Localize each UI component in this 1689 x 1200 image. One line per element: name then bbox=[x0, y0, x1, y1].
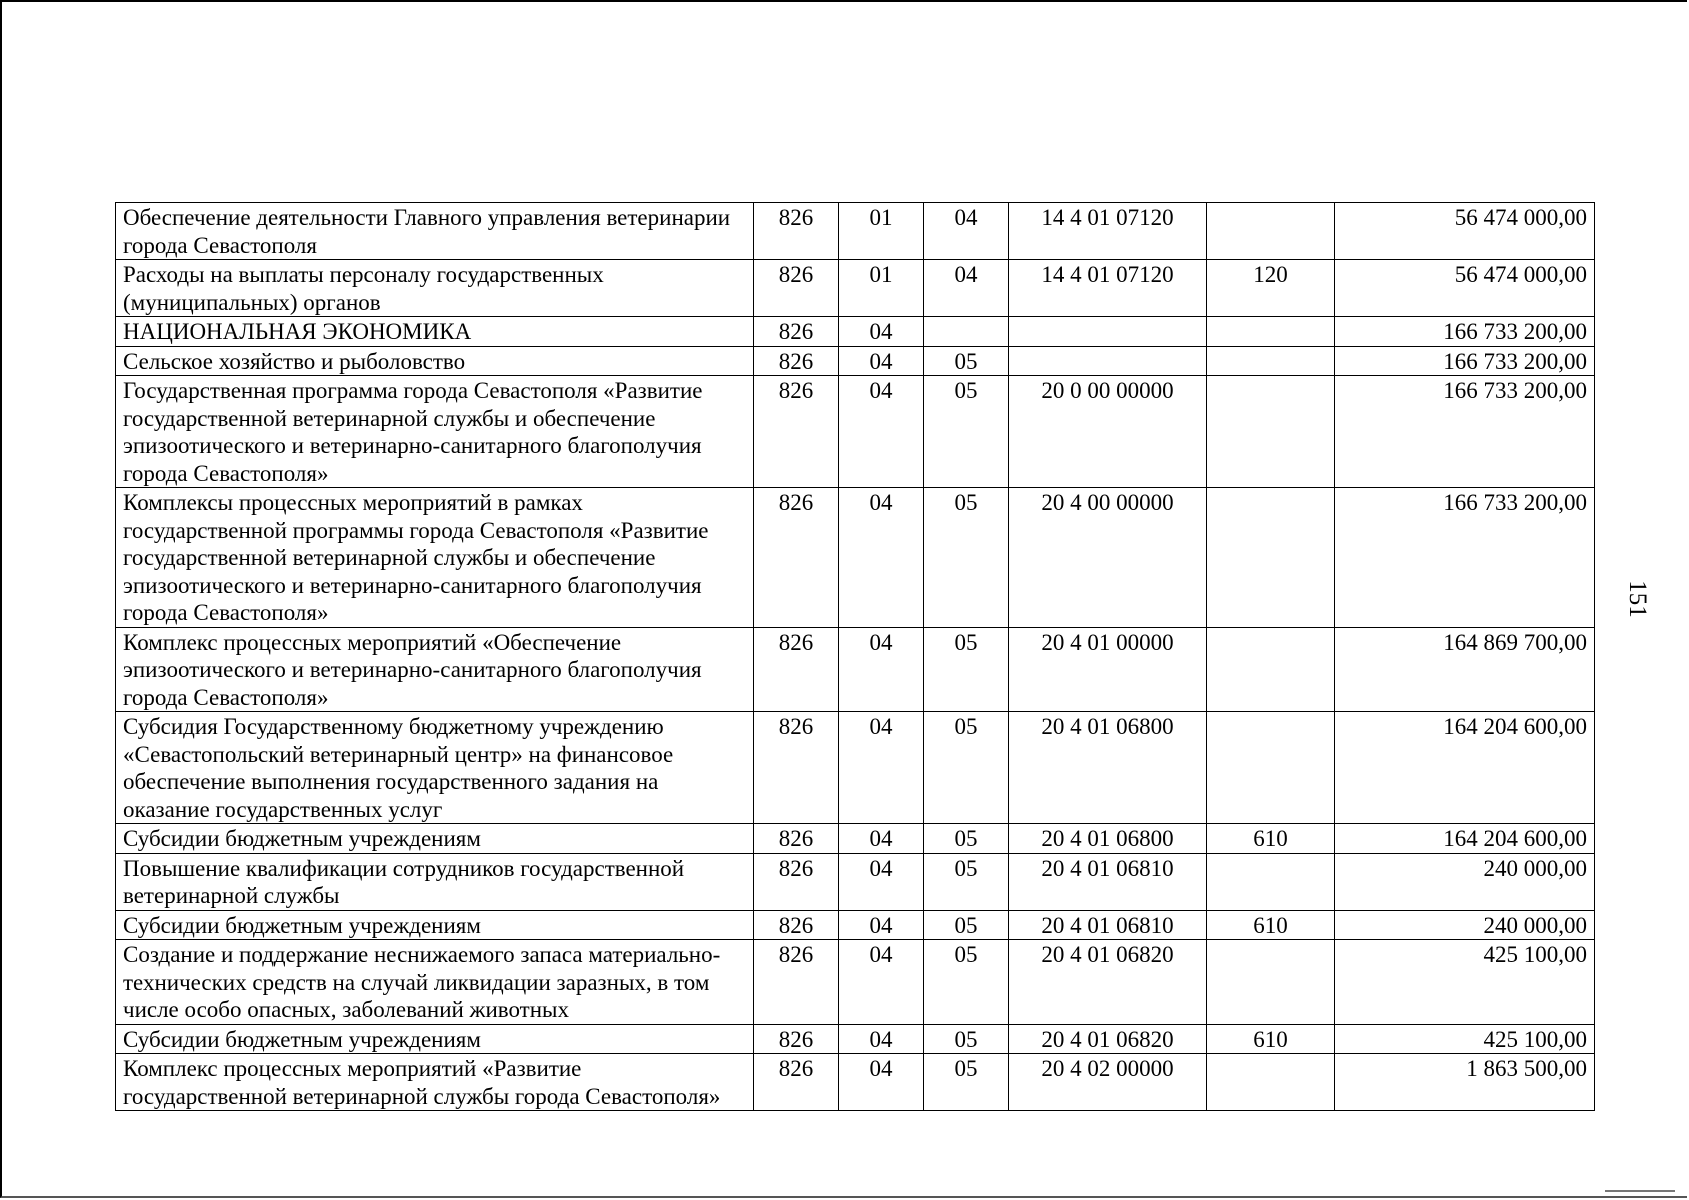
cell-sum: 56 474 000,00 bbox=[1335, 203, 1595, 260]
cell-sum: 56 474 000,00 bbox=[1335, 260, 1595, 317]
cell-vr: 610 bbox=[1207, 824, 1335, 854]
cell-vr bbox=[1207, 317, 1335, 347]
cell-pr: 05 bbox=[924, 376, 1009, 488]
cell-vr bbox=[1207, 376, 1335, 488]
cell-name: Обеспечение деятельности Главного управления ветеринарии города Севастополя bbox=[116, 203, 754, 260]
cell-vr: 610 bbox=[1207, 1024, 1335, 1054]
table-row bbox=[116, 910, 1595, 940]
cell-csr: 20 4 01 00000 bbox=[1009, 627, 1207, 712]
cell-pr: 04 bbox=[924, 203, 1009, 260]
cell-name: Субсидии бюджетным учреждениям bbox=[116, 910, 754, 940]
table-row bbox=[116, 1054, 1595, 1111]
cell-sum: 166 733 200,00 bbox=[1335, 317, 1595, 347]
cell-rz: 04 bbox=[839, 712, 924, 824]
cell-gr: 826 bbox=[754, 712, 839, 824]
cell-gr: 826 bbox=[754, 260, 839, 317]
cell-rz: 01 bbox=[839, 203, 924, 260]
cell-sum: 166 733 200,00 bbox=[1335, 346, 1595, 376]
cell-pr: 05 bbox=[924, 940, 1009, 1025]
cell-gr: 826 bbox=[754, 940, 839, 1025]
page-number: 151 bbox=[1624, 580, 1651, 618]
table-row bbox=[116, 853, 1595, 910]
cell-gr: 826 bbox=[754, 627, 839, 712]
cell-pr: 05 bbox=[924, 1054, 1009, 1111]
cell-csr: 20 4 01 06800 bbox=[1009, 712, 1207, 824]
cell-gr: 826 bbox=[754, 853, 839, 910]
cell-gr: 826 bbox=[754, 910, 839, 940]
table-row bbox=[116, 317, 1595, 347]
cell-gr: 826 bbox=[754, 488, 839, 628]
cell-vr bbox=[1207, 853, 1335, 910]
cell-gr: 826 bbox=[754, 1024, 839, 1054]
cell-rz: 04 bbox=[839, 1054, 924, 1111]
cell-vr: 610 bbox=[1207, 910, 1335, 940]
cell-name: Расходы на выплаты персоналу государственных (муниципальных) органов bbox=[116, 260, 754, 317]
cell-gr: 826 bbox=[754, 1054, 839, 1111]
cell-vr bbox=[1207, 203, 1335, 260]
cell-pr: 05 bbox=[924, 910, 1009, 940]
cell-sum: 166 733 200,00 bbox=[1335, 488, 1595, 628]
cell-name: Субсидия Государственному бюджетному учреждению «Севастопольский ветеринарный центр» на финансовое обеспечение выполнения государственного задания на оказание государственных услуг bbox=[116, 712, 754, 824]
cell-rz: 04 bbox=[839, 910, 924, 940]
cell-csr: 20 4 01 06810 bbox=[1009, 910, 1207, 940]
cell-pr: 05 bbox=[924, 627, 1009, 712]
cell-rz: 04 bbox=[839, 627, 924, 712]
table-row bbox=[116, 1024, 1595, 1054]
cell-rz: 04 bbox=[839, 376, 924, 488]
cell-vr bbox=[1207, 1054, 1335, 1111]
table-row bbox=[116, 824, 1595, 854]
cell-rz: 04 bbox=[839, 1024, 924, 1054]
cell-sum: 425 100,00 bbox=[1335, 1024, 1595, 1054]
cell-sum: 425 100,00 bbox=[1335, 940, 1595, 1025]
cell-pr: 04 bbox=[924, 260, 1009, 317]
table-row bbox=[116, 203, 1595, 260]
cell-csr: 20 4 01 06800 bbox=[1009, 824, 1207, 854]
cell-pr: 05 bbox=[924, 1024, 1009, 1054]
cell-name: Повышение квалификации сотрудников государственной ветеринарной службы bbox=[116, 853, 754, 910]
cell-pr bbox=[924, 317, 1009, 347]
budget-table-body bbox=[116, 203, 1595, 1111]
cell-gr: 826 bbox=[754, 376, 839, 488]
table-row bbox=[116, 627, 1595, 712]
cell-gr: 826 bbox=[754, 346, 839, 376]
cell-name: Субсидии бюджетным учреждениям bbox=[116, 1024, 754, 1054]
cell-vr bbox=[1207, 940, 1335, 1025]
cell-name: НАЦИОНАЛЬНАЯ ЭКОНОМИКА bbox=[116, 317, 754, 347]
cell-name: Комплекс процессных мероприятий «Развитие государственной ветеринарной службы города Севастополя» bbox=[116, 1054, 754, 1111]
cell-name: Комплекс процессных мероприятий «Обеспечение эпизоотического и ветеринарно-санитарного благополучия города Севастополя» bbox=[116, 627, 754, 712]
cell-vr bbox=[1207, 712, 1335, 824]
cell-csr bbox=[1009, 317, 1207, 347]
cell-rz: 04 bbox=[839, 488, 924, 628]
cell-sum: 164 204 600,00 bbox=[1335, 824, 1595, 854]
cell-name: Создание и поддержание неснижаемого запаса материально-технических средств на случай ликвидации заразных, в том числе особо опасных, заболеваний животных bbox=[116, 940, 754, 1025]
cell-pr: 05 bbox=[924, 853, 1009, 910]
cell-vr bbox=[1207, 627, 1335, 712]
cell-csr: 20 4 02 00000 bbox=[1009, 1054, 1207, 1111]
cell-rz: 04 bbox=[839, 940, 924, 1025]
table-row bbox=[116, 488, 1595, 628]
cell-sum: 164 869 700,00 bbox=[1335, 627, 1595, 712]
cell-csr bbox=[1009, 346, 1207, 376]
cell-rz: 04 bbox=[839, 853, 924, 910]
budget-table bbox=[115, 202, 1595, 1111]
cell-sum: 164 204 600,00 bbox=[1335, 712, 1595, 824]
cell-rz: 04 bbox=[839, 317, 924, 347]
table-row bbox=[116, 346, 1595, 376]
scan-edge-mark bbox=[1605, 1190, 1675, 1192]
cell-pr: 05 bbox=[924, 488, 1009, 628]
cell-csr: 20 4 01 06810 bbox=[1009, 853, 1207, 910]
cell-gr: 826 bbox=[754, 203, 839, 260]
cell-csr: 20 4 01 06820 bbox=[1009, 1024, 1207, 1054]
cell-sum: 166 733 200,00 bbox=[1335, 376, 1595, 488]
cell-pr: 05 bbox=[924, 712, 1009, 824]
cell-sum: 1 863 500,00 bbox=[1335, 1054, 1595, 1111]
cell-rz: 04 bbox=[839, 346, 924, 376]
cell-csr: 14 4 01 07120 bbox=[1009, 203, 1207, 260]
cell-name: Комплексы процессных мероприятий в рамках государственной программы города Севастополя «Развитие государственной ветеринарной службы и обеспечение эпизоотического и ветеринарно-санитарного благополучия города Севастополя» bbox=[116, 488, 754, 628]
cell-gr: 826 bbox=[754, 317, 839, 347]
cell-rz: 04 bbox=[839, 824, 924, 854]
cell-rz: 01 bbox=[839, 260, 924, 317]
cell-gr: 826 bbox=[754, 824, 839, 854]
cell-vr bbox=[1207, 346, 1335, 376]
cell-pr: 05 bbox=[924, 824, 1009, 854]
cell-vr bbox=[1207, 488, 1335, 628]
cell-name: Субсидии бюджетным учреждениям bbox=[116, 824, 754, 854]
cell-vr: 120 bbox=[1207, 260, 1335, 317]
cell-sum: 240 000,00 bbox=[1335, 853, 1595, 910]
cell-name: Сельское хозяйство и рыболовство bbox=[116, 346, 754, 376]
table-row bbox=[116, 712, 1595, 824]
cell-csr: 14 4 01 07120 bbox=[1009, 260, 1207, 317]
cell-name: Государственная программа города Севастополя «Развитие государственной ветеринарной службы и обеспечение эпизоотического и ветеринарно-санитарного благополучия города Севастополя» bbox=[116, 376, 754, 488]
cell-csr: 20 0 00 00000 bbox=[1009, 376, 1207, 488]
table-row bbox=[116, 260, 1595, 317]
cell-sum: 240 000,00 bbox=[1335, 910, 1595, 940]
table-row bbox=[116, 376, 1595, 488]
table-row bbox=[116, 940, 1595, 1025]
cell-pr: 05 bbox=[924, 346, 1009, 376]
cell-csr: 20 4 01 06820 bbox=[1009, 940, 1207, 1025]
cell-csr: 20 4 00 00000 bbox=[1009, 488, 1207, 628]
